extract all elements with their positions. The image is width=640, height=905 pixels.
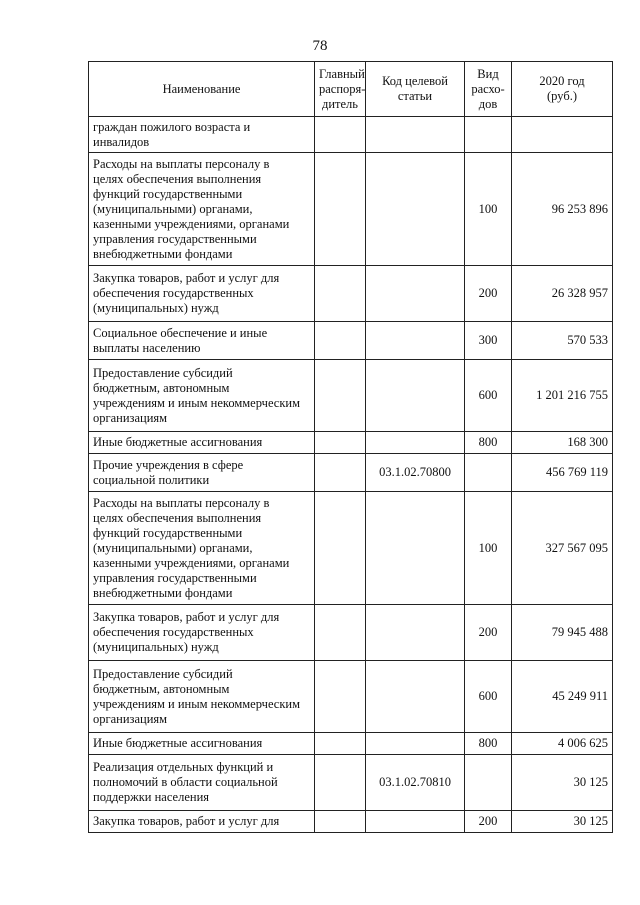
row-sum: 4 006 625 bbox=[512, 733, 613, 755]
row-code bbox=[366, 432, 465, 454]
row-vid bbox=[465, 454, 512, 492]
row-vid bbox=[465, 117, 512, 153]
table-row bbox=[89, 492, 613, 605]
row-code bbox=[366, 360, 465, 432]
row-name: Предоставление субсидий бюджетным, автономным учреждениям и иным некоммерческим организациям bbox=[89, 661, 315, 733]
row-name: Социальное обеспечение и иные выплаты населению bbox=[89, 322, 315, 360]
table-row bbox=[89, 755, 613, 811]
table-row bbox=[89, 432, 613, 454]
row-sum: 570 533 bbox=[512, 322, 613, 360]
row-vid: 600 bbox=[465, 360, 512, 432]
row-code bbox=[366, 153, 465, 266]
row-vid: 100 bbox=[465, 492, 512, 605]
row-glav bbox=[315, 733, 366, 755]
row-name: Реализация отдельных функций и полномочий в области социальной поддержки населения bbox=[89, 755, 315, 811]
page-number: 78 bbox=[312, 38, 328, 54]
row-code bbox=[366, 661, 465, 733]
row-vid: 800 bbox=[465, 432, 512, 454]
row-sum: 45 249 911 bbox=[512, 661, 613, 733]
row-glav bbox=[315, 811, 366, 833]
row-name: Прочие учреждения в сфере социальной политики bbox=[89, 454, 315, 492]
table-row bbox=[89, 153, 613, 266]
row-glav bbox=[315, 153, 366, 266]
table-body bbox=[89, 117, 613, 833]
header-sum-2020: 2020 год (руб.) bbox=[512, 62, 613, 117]
row-vid: 100 bbox=[465, 153, 512, 266]
row-name: Расходы на выплаты персоналу в целях обеспечения выполнения функций государственными (муниципальными) органами, казенными учреждениями, органами управления государственными внебюджетными фондами bbox=[89, 492, 315, 605]
row-code bbox=[366, 117, 465, 153]
row-vid: 300 bbox=[465, 322, 512, 360]
row-glav bbox=[315, 605, 366, 661]
row-glav bbox=[315, 360, 366, 432]
row-name: Предоставление субсидий бюджетным, автономным учреждениям и иным некоммерческим организациям bbox=[89, 360, 315, 432]
table-row bbox=[89, 605, 613, 661]
row-sum bbox=[512, 117, 613, 153]
row-sum: 26 328 957 bbox=[512, 266, 613, 322]
row-glav bbox=[315, 432, 366, 454]
row-name: Закупка товаров, работ и услуг для обеспечения государственных (муниципальных) нужд bbox=[89, 266, 315, 322]
header-name: Наименование bbox=[89, 62, 315, 117]
header-vid-raskhodov: Вид расхо- дов bbox=[465, 62, 512, 117]
row-glav bbox=[315, 492, 366, 605]
row-name: Иные бюджетные ассигнования bbox=[89, 733, 315, 755]
header-row bbox=[89, 62, 613, 117]
table-row bbox=[89, 733, 613, 755]
row-sum: 30 125 bbox=[512, 811, 613, 833]
row-code bbox=[366, 322, 465, 360]
row-vid: 200 bbox=[465, 811, 512, 833]
row-glav bbox=[315, 755, 366, 811]
row-name: Расходы на выплаты персоналу в целях обеспечения выполнения функций государственными (муниципальными) органами, казенными учреждениями, органами управления государственными внебюджетными фондами bbox=[89, 153, 315, 266]
row-code bbox=[366, 266, 465, 322]
row-code: 03.1.02.70810 bbox=[366, 755, 465, 811]
row-vid: 200 bbox=[465, 266, 512, 322]
row-name: Закупка товаров, работ и услуг для обеспечения государственных (муниципальных) нужд bbox=[89, 605, 315, 661]
row-glav bbox=[315, 117, 366, 153]
table-row bbox=[89, 322, 613, 360]
row-sum: 1 201 216 755 bbox=[512, 360, 613, 432]
row-sum: 30 125 bbox=[512, 755, 613, 811]
header-glavny-rasporyaditel: Главный распоря- дитель bbox=[315, 62, 366, 117]
row-name: граждан пожилого возраста и инвалидов bbox=[89, 117, 315, 153]
row-code bbox=[366, 811, 465, 833]
table-row bbox=[89, 360, 613, 432]
row-code bbox=[366, 492, 465, 605]
row-glav bbox=[315, 661, 366, 733]
row-sum: 327 567 095 bbox=[512, 492, 613, 605]
table-row bbox=[89, 266, 613, 322]
row-vid: 600 bbox=[465, 661, 512, 733]
row-sum: 456 769 119 bbox=[512, 454, 613, 492]
row-sum: 96 253 896 bbox=[512, 153, 613, 266]
row-sum: 79 945 488 bbox=[512, 605, 613, 661]
row-glav bbox=[315, 322, 366, 360]
row-sum: 168 300 bbox=[512, 432, 613, 454]
budget-table bbox=[88, 61, 613, 833]
table-row bbox=[89, 811, 613, 833]
row-vid bbox=[465, 755, 512, 811]
table-row bbox=[89, 661, 613, 733]
row-name: Закупка товаров, работ и услуг для bbox=[89, 811, 315, 833]
table-row bbox=[89, 454, 613, 492]
row-name: Иные бюджетные ассигнования bbox=[89, 432, 315, 454]
table-header bbox=[89, 62, 613, 117]
row-vid: 200 bbox=[465, 605, 512, 661]
header-kod-tselevoy-stati: Код целевой статьи bbox=[366, 62, 465, 117]
row-glav bbox=[315, 454, 366, 492]
row-glav bbox=[315, 266, 366, 322]
row-code: 03.1.02.70800 bbox=[366, 454, 465, 492]
row-code bbox=[366, 605, 465, 661]
row-vid: 800 bbox=[465, 733, 512, 755]
row-code bbox=[366, 733, 465, 755]
table-row bbox=[89, 117, 613, 153]
